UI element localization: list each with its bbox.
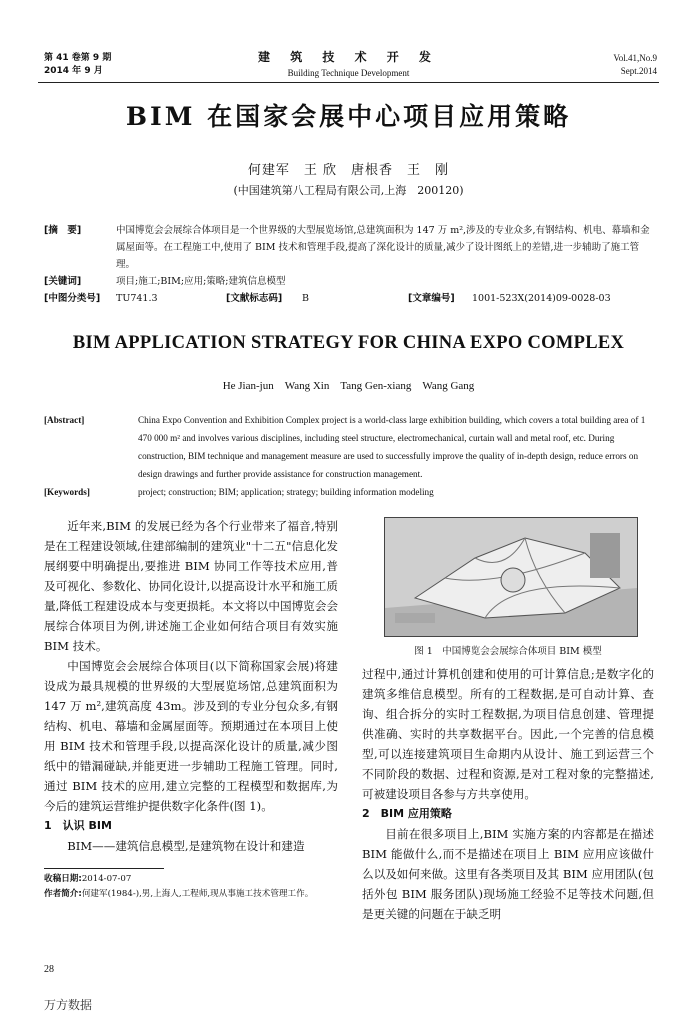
volume-issue-cn: 第 41 卷第 9 期: [44, 53, 112, 63]
abstract-cn-block: [44, 222, 654, 307]
section-heading-1: 1 认识 BIM: [44, 819, 112, 832]
footnote: [44, 872, 344, 902]
author-bio: [44, 887, 344, 902]
keywords-en-label: [Keywords]: [44, 487, 90, 497]
abstract-en: [44, 411, 654, 483]
volume-issue-en: Vol.41,No.9: [613, 53, 657, 63]
abstract-en-block: [44, 411, 654, 501]
authors: 何建军 王 欣 唐根香 王 刚: [247, 163, 450, 178]
paragraph: BIM——建筑信息模型,是建筑物在设计和建造: [67, 839, 305, 853]
paragraph: 近年来,BIM 的发展已经为各个行业带来了福音,特别是在工程建设领域,住建部编制的建筑业"十二五"信息化发展纲要中明确提出,要推进 BIM 协同工作等技术应用,普及可视化、参数化、协同化设计,以提高设计水平和施工质量,降低工程建设成本与变更损耗。本文将以中国博览会会展综合体项目为例,讲述施工企业如何结合项目有效实施 BIM 技术。: [44, 519, 338, 653]
keywords-cn-text: 项目;施工;BIM;应用;策略;建筑信息模型: [116, 276, 286, 287]
page-number: 28: [44, 964, 54, 975]
journal-name-en: Building Technique Development: [287, 68, 410, 78]
author-bio-label: 作者简介:: [44, 889, 82, 899]
classification-row: [44, 290, 654, 307]
footnote-rule: [44, 868, 164, 869]
article-no-value: 1001-523X(2014)09-0028-03: [472, 293, 611, 304]
clc-value: TU741.3: [116, 293, 158, 304]
article-no-label: [文章编号]: [408, 293, 455, 304]
clc-label: [中图分类号]: [44, 293, 101, 304]
abstract-en-label: [Abstract]: [44, 415, 85, 425]
keywords-cn: [44, 273, 654, 290]
affiliation: (中国建筑第八工程局有限公司,上海 200120): [233, 184, 464, 197]
date-en: Sept.2014: [620, 66, 657, 76]
header-rule: [38, 82, 659, 83]
running-header-center: [0, 48, 697, 78]
keywords-cn-label: [关键词]: [44, 276, 82, 287]
journal-name-cn: 建 筑 技 术 开 发: [258, 50, 439, 64]
english-title: BIM APPLICATION STRATEGY FOR CHINA EXPO COMPLEX: [72, 333, 625, 353]
paragraph: 中国博览会会展综合体项目(以下简称国家会展)将建设成为最具规模的世界级的大型展览场馆,总建筑面积为 147 万 m²,建筑高度 43m。涉及到的专业分包众多,有钢结构、机电、幕墙和金属屋面等。预期通过在本项目上使用 BIM 技术和管理手段,以提高深化设计的质量,减少图纸中的错漏碰缺,并能更进一步辅助工程施工管理。同时,通过 BIM 技术的应用,建立完整的工程模型和数据库,为今后的建筑运营维护提供数字化条件(图 1)。: [44, 659, 338, 813]
doc-code-value: B: [302, 293, 309, 304]
received-label: 收稿日期:: [44, 874, 82, 884]
abstract-en-text: China Expo Convention and Exhibition Complex project is a world-class large exhibition building, which covers a total building area of 1 470 000 m² and involves various disciplines, including steel structure, electromechanical, curtain wall and metal roof, etc. During construction, BIM technique and management measure are used to successfully improve the quality of in-depth design, reduce errors on design drawings and further provide assistance for construction management.: [138, 415, 646, 479]
paragraph: 目前在很多项目上,BIM 实施方案的内容都是在描述 BIM 能做什么,而不是描述在项目上 BIM 应用应该做什么以及如何来做。这里有各类项目及其 BIM 应用团队(包括外包 BIM 服务团队)现场施工经验不足等技术问题,但是更关键的问题在于缺乏明: [362, 827, 654, 921]
body-right-column: [362, 664, 654, 924]
abstract-cn: [44, 222, 654, 273]
bim-model-figure: [384, 517, 638, 637]
watermark: 万方数据: [44, 998, 93, 1012]
keywords-en: [44, 483, 654, 501]
bim-model-image: [385, 518, 637, 636]
doc-code-label: [文献标志码]: [226, 293, 283, 304]
date-cn: 2014 年 9 月: [44, 66, 103, 76]
english-authors: He Jian-jun Wang Xin Tang Gen-xiang Wang Gang: [222, 380, 475, 392]
abstract-cn-text: 中国博览会会展综合体项目是一个世界级的大型展览场馆,总建筑面积为 147 万 m²,涉及的专业众多,有钢结构、机电、幕墙和金属屋面等。在工程施工中,使用了 BIM 技术和管理手段,提高了深化设计的质量,减少了设计图纸上的差错,进一步辅助了施工管理。: [116, 225, 650, 270]
received-value: 2014-07-07: [81, 874, 132, 884]
running-header-right: [613, 52, 657, 78]
abstract-cn-label: [摘 要]: [44, 225, 82, 236]
body-left-column: [44, 516, 338, 856]
keywords-en-text: project; construction; BIM; application; strategy; building information modeling: [138, 487, 434, 497]
paper-title: BIM 在国家会展中心项目应用策略: [125, 102, 572, 131]
received-date: [44, 872, 344, 887]
author-bio-value: 何建军(1984-),男,上海人,工程师,现从事施工技术管理工作。: [81, 889, 314, 899]
section-heading-2: 2 BIM 应用策略: [362, 807, 452, 820]
paragraph: 过程中,通过计算机创建和使用的可计算信息;是数字化的建筑多维信息模型。所有的工程数据,是可自动计算、查询、组合拆分的实时工程数据,为项目信息创建、管理提供准确、实时的共享数据平台。因此,一个完善的信息模型,可以连接建筑项目生命期内从设计、施工到运营三个不同阶段的数据、过程和资源,是对工程对象的完整描述,可被建设项目各参与方共享使用。: [362, 667, 654, 801]
figure-caption: 图 1 中国博览会会展综合体项目 BIM 模型: [414, 646, 602, 657]
